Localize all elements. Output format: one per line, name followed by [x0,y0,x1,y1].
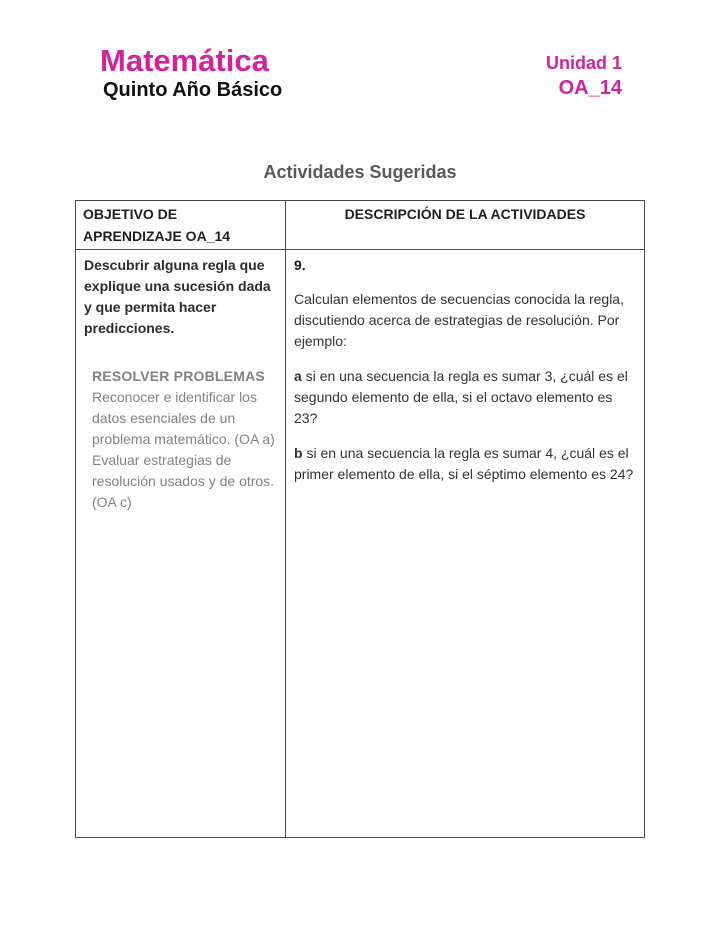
table-header-row [76,201,645,250]
skill-description: Reconocer e identificar los datos esenciales de un problema matemático. (OA a) Evaluar estrategias de resolución usados y de otros. (OA c) [92,389,275,510]
skill-title: RESOLVER PROBLEMAS [92,368,265,384]
objective-text: Descubrir alguna regla que explique una sucesión dada y que permita hacer predicciones. [84,257,271,336]
oa-code: OA_14 [558,77,622,99]
activity-item-a-text: si en una secuencia la regla es sumar 3, ¿cuál es el segundo elemento de ella, si el octavo elemento es 23? [294,368,628,426]
level-subtitle: Quinto Año Básico [103,79,283,101]
activities-table-head [76,201,645,250]
page-title: Actividades Sugeridas [263,162,457,182]
activities-table [75,200,645,838]
activity-cell [286,250,645,838]
column-header-description: DESCRIPCIÓN DE LA ACTIVIDADES [286,201,645,250]
header-right [546,44,622,102]
activity-item-a-label: a [294,368,302,384]
header-left [100,44,282,102]
activity-item-a [294,366,636,429]
activity-number: 9. [294,257,306,273]
activity-intro: Calculan elementos de secuencias conocida la regla, discutiendo acerca de estrategias de resolución. Por ejemplo: [294,291,624,349]
column-header-objective: OBJETIVO DE APRENDIZAJE OA_14 [76,201,286,250]
unit-label: Unidad 1 [545,53,622,73]
table-row [76,250,645,838]
activity-item-b-text: si en una secuencia la regla es sumar 4, ¿cuál es el primer elemento de ella, si el séptimo elemento es 24? [294,445,634,482]
document-header [100,44,622,102]
activity-item-b-label: b [294,445,303,461]
activities-table-body [76,250,645,838]
activity-item-b [294,443,636,485]
subject-title: Matemática [100,43,269,78]
objective-cell [76,250,286,838]
skill-block [92,366,277,513]
